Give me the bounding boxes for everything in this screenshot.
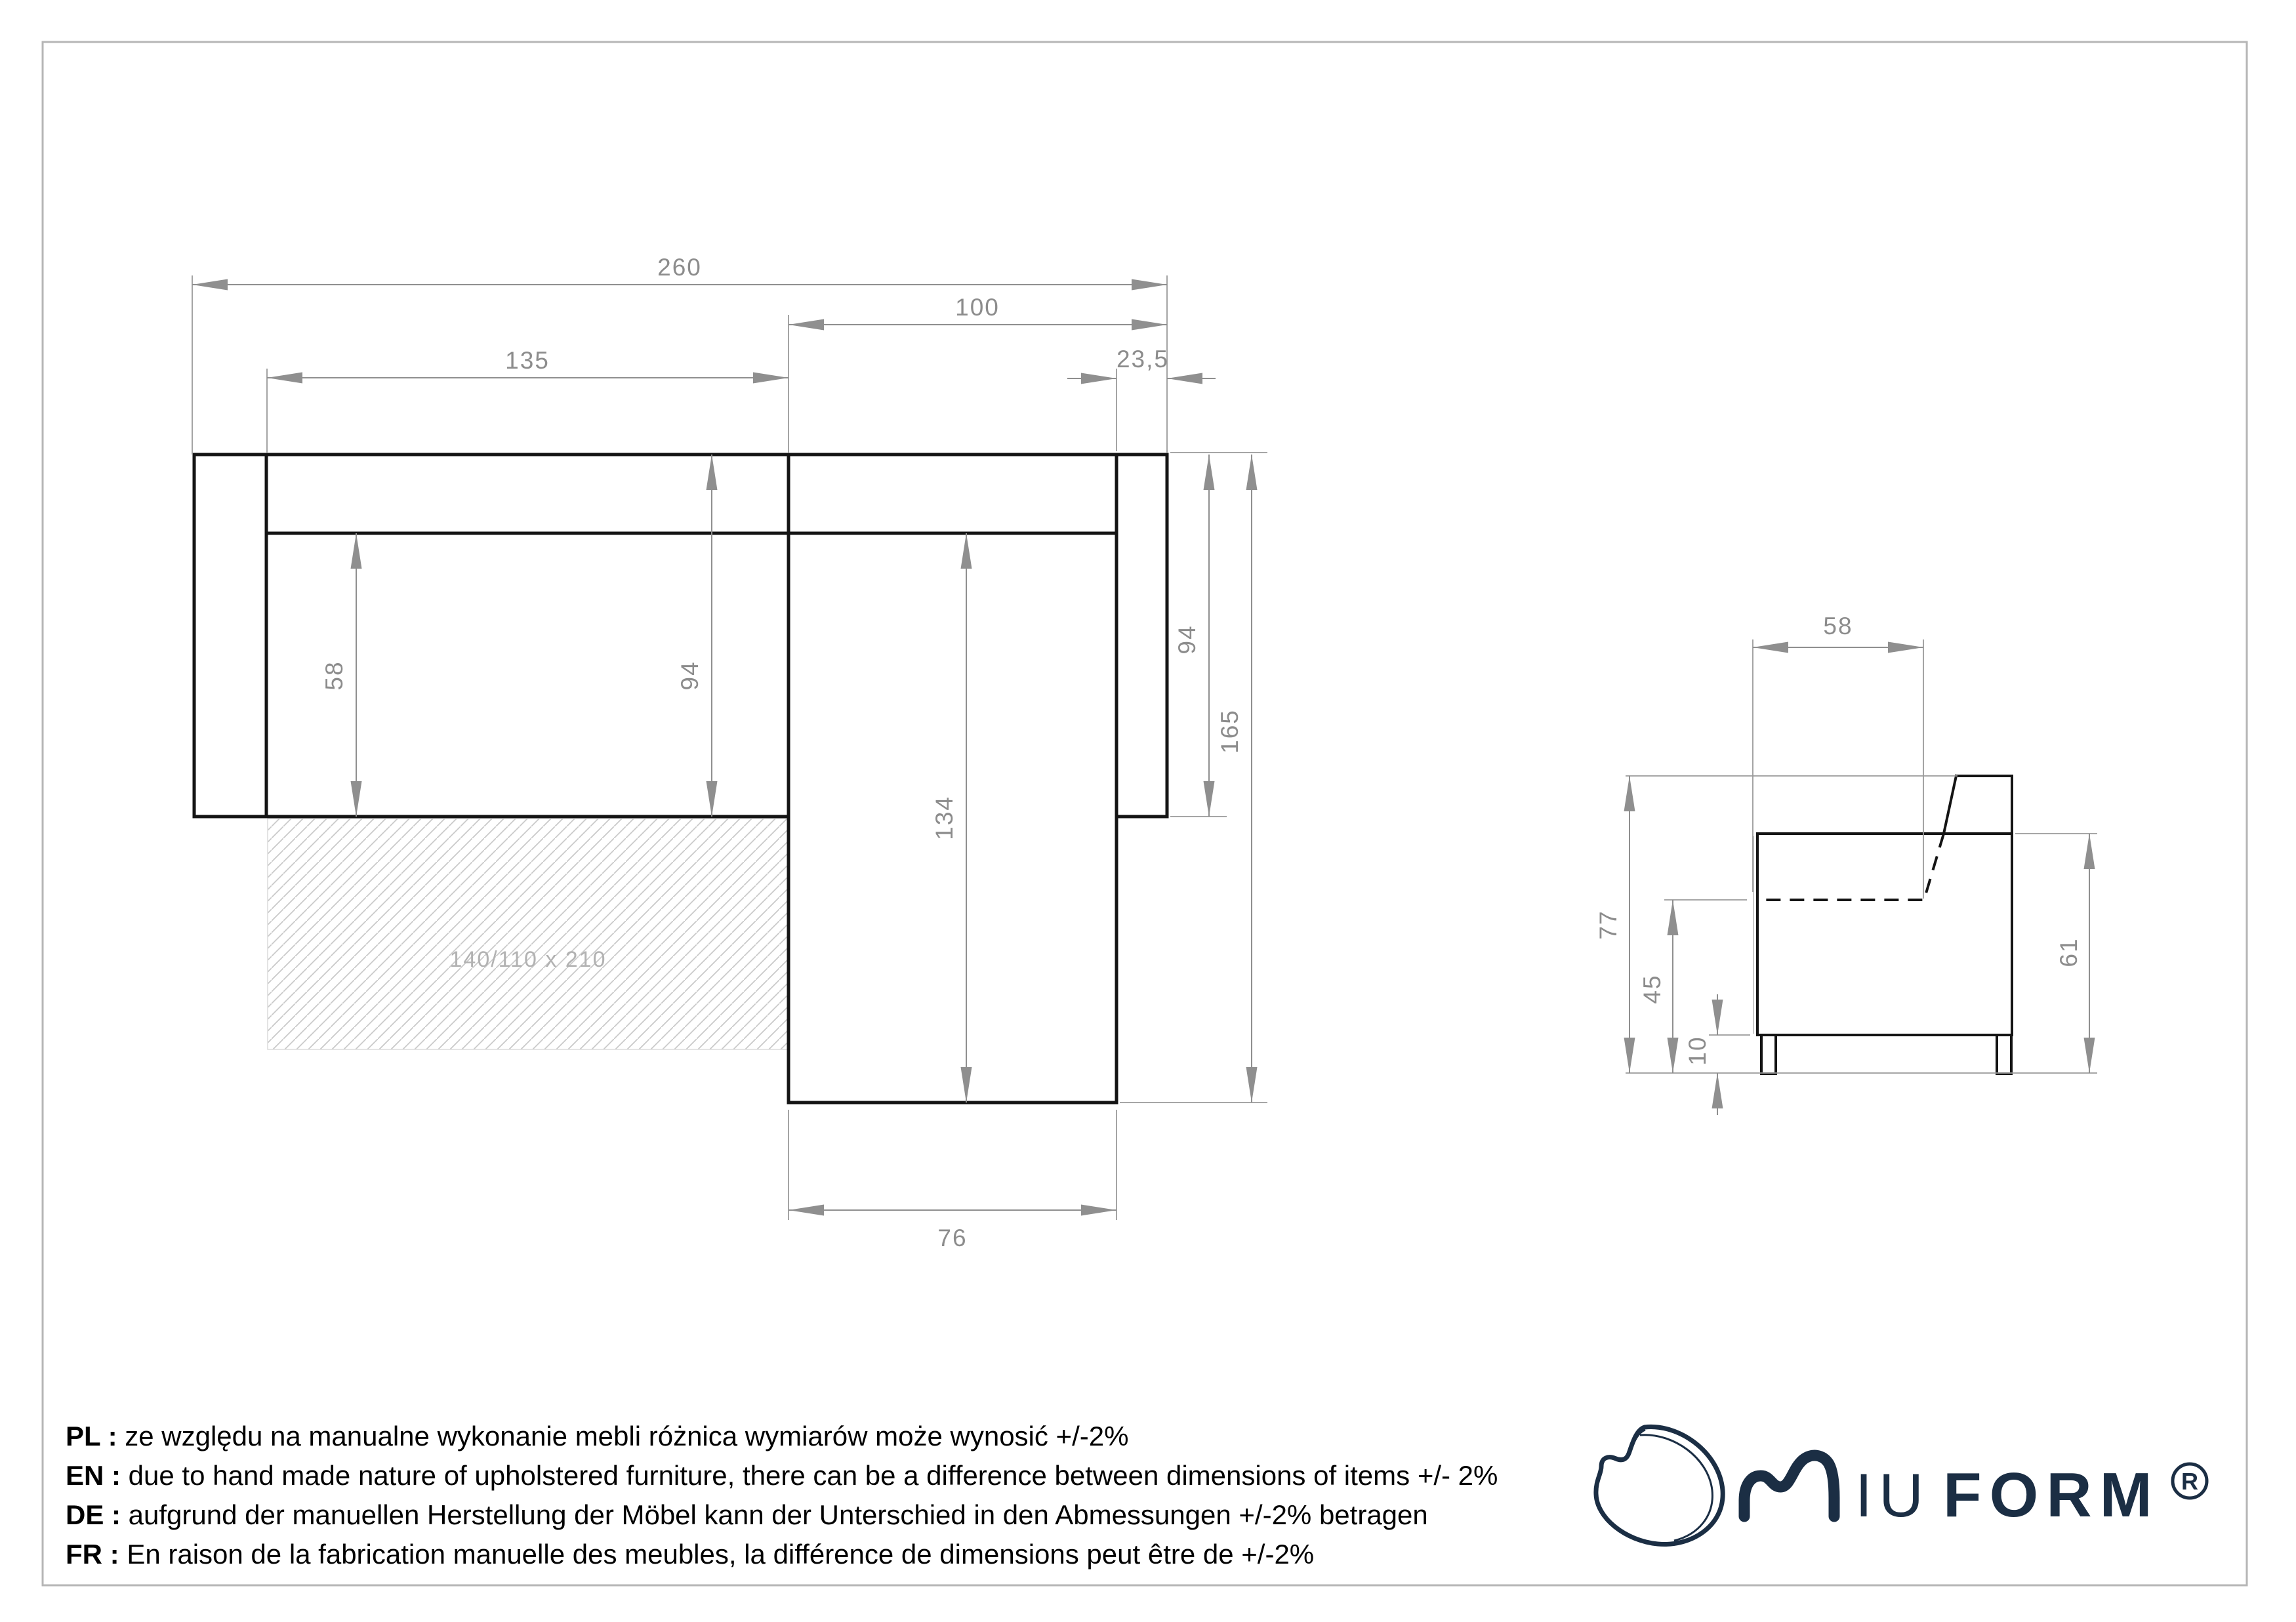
note-fr-text: En raison de la fabrication manuelle des meubles, la différence de dimensions peut être de +/-2% (127, 1539, 1315, 1570)
top-view (192, 254, 1267, 1251)
dim-chaise-inner-length-label: 134 (931, 796, 958, 840)
dim-seat-inner-depth-label: 58 (321, 660, 348, 691)
side-dim-total-height-label: 77 (1595, 910, 1622, 940)
note-en (66, 1456, 1574, 1495)
extension-lines-top-view (192, 275, 1267, 1220)
dim-right-side-depth-label: 94 (1174, 624, 1200, 655)
note-pl-lang: PL : (66, 1421, 117, 1451)
tolerance-notes (66, 1417, 1574, 1574)
extension-lines-side-view (1626, 639, 2097, 1073)
logo-letters-bold: FORM (1943, 1460, 2160, 1530)
right-leg (1997, 1035, 2011, 1074)
side-dim-top-width-label: 58 (1823, 613, 1853, 639)
note-de-text: aufgrund der manuellen Herstellung der Möbel kann der Unterschied in den Abmessungen +/-2% betragen (128, 1499, 1428, 1530)
sleeping-area-hatch (268, 819, 789, 1049)
seat-hidden-line (1757, 834, 1944, 900)
side-dim-seat-height-label: 45 (1639, 974, 1666, 1004)
bean-icon (1596, 1427, 1723, 1545)
dim-seat-section-width-label: 135 (505, 347, 550, 374)
dim-chaise-section-width-label: 100 (955, 294, 1000, 321)
note-de (66, 1495, 1574, 1535)
sleeping-area-label: 140/110 x 210 (449, 947, 607, 972)
dim-chaise-width-label: 76 (937, 1225, 968, 1251)
note-fr-lang: FR : (66, 1539, 119, 1570)
sofa-outline-side-view (1753, 776, 2012, 1074)
dim-overall-width-label: 260 (657, 254, 702, 281)
left-leg (1761, 1035, 1776, 1074)
dim-right-armrest-width-label: 23,5 (1116, 346, 1170, 373)
side-dim-leg-height-label: 10 (1684, 1036, 1711, 1066)
note-pl (66, 1417, 1574, 1456)
dim-seat-depth-label: 94 (676, 660, 703, 691)
side-dim-arm-height-label: 61 (2055, 937, 2082, 967)
brand-logo (1596, 1427, 2207, 1545)
note-fr (66, 1535, 1574, 1574)
side-view (1595, 613, 2097, 1115)
note-en-text: due to hand made nature of upholstered furniture, there can be a difference between dimensions of items +/- 2% (128, 1460, 1498, 1491)
logo-letters-thin: IU (1855, 1461, 1930, 1530)
note-en-lang: EN : (66, 1460, 121, 1491)
note-de-lang: DE : (66, 1499, 121, 1530)
note-pl-text: ze względu na manualne wykonanie mebli różnica wymiarów może wynosić +/-2% (125, 1421, 1129, 1451)
page-border (43, 42, 2247, 1585)
logo-m-wave (1744, 1455, 1834, 1516)
registered-mark-letter: R (2181, 1468, 2198, 1495)
dim-total-length-label: 165 (1216, 709, 1243, 754)
dimension-lines-top-view (192, 285, 1252, 1210)
